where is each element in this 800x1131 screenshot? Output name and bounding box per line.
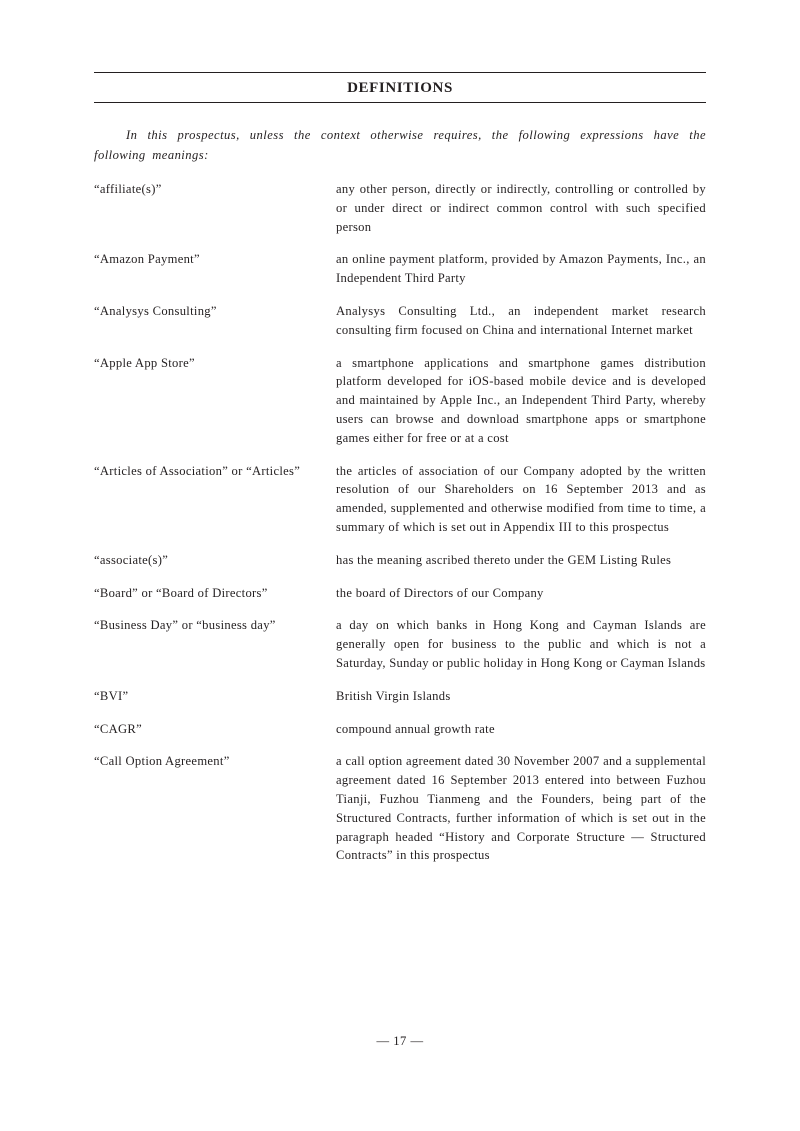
header-top-rule bbox=[94, 72, 706, 73]
definition-term: “Call Option Agreement” bbox=[94, 754, 230, 769]
definition-row-affiliates bbox=[94, 180, 706, 236]
definition-row-apple-app-store bbox=[94, 354, 706, 448]
definition-meaning: the articles of association of our Company adopted by the written resolution of our Shareholders on 16 September 2013 and as amended, supplemented and otherwise modified from time to time, a summary of which is set out in Appendix III to this prospectus bbox=[336, 463, 706, 534]
definition-term: “Articles of Association” or “Articles” bbox=[94, 463, 301, 478]
definition-meaning: a day on which banks in Hong Kong and Cayman Islands are generally open for business to the public and which is not a Saturday, Sunday or public holiday in Hong Kong or Cayman Islands bbox=[336, 618, 706, 670]
definition-row-articles-of-association bbox=[94, 462, 706, 537]
definition-term: “Business Day” or “business day” bbox=[94, 618, 276, 633]
definition-meaning: an online payment platform, provided by Amazon Payments, Inc., an Independent Third Party bbox=[336, 252, 706, 286]
definition-meaning: any other person, directly or indirectly, controlling or controlled by or under direct or indirect common control with such specified person bbox=[336, 182, 706, 234]
definitions-list bbox=[94, 180, 706, 879]
definition-term: “affiliate(s)” bbox=[94, 182, 162, 196]
definition-row-associates bbox=[94, 551, 706, 570]
definition-row-call-option-agreement bbox=[94, 752, 706, 865]
definition-term: “Apple App Store” bbox=[94, 355, 195, 370]
definition-meaning: has the meaning ascribed thereto under the GEM Listing Rules bbox=[336, 552, 672, 567]
page-number: — 17 — bbox=[376, 1034, 424, 1048]
definition-term: “CAGR” bbox=[94, 721, 142, 736]
intro-paragraph: In this prospectus, unless the context otherwise requires, the following expressions have the following meanings: bbox=[94, 128, 706, 162]
definition-meaning: British Virgin Islands bbox=[336, 688, 451, 703]
definition-term: “Analysys Consulting” bbox=[94, 303, 217, 318]
page-title: DEFINITIONS bbox=[347, 80, 453, 96]
definition-meaning: compound annual growth rate bbox=[336, 721, 495, 736]
definition-row-amazon-payment bbox=[94, 250, 706, 288]
definition-meaning: a smartphone applications and smartphone games distribution platform developed for iOS-based mobile device and is developed and maintained by Apple Inc., an Independent Third Party, whereby users can browse and download smartphone apps or smartphone games either for free or at a cost bbox=[336, 355, 706, 445]
definition-row-business-day bbox=[94, 616, 706, 672]
definition-row-bvi bbox=[94, 687, 706, 706]
definition-term: “associate(s)” bbox=[94, 552, 169, 567]
definition-row-board bbox=[94, 584, 706, 603]
definition-meaning: a call option agreement dated 30 November 2007 and a supplemental agreement dated 16 September 2013 entered into between Fuzhou Tianji, Fuzhou Tianmeng and the Founders, being part of the Structured Contracts, further information of which is set out in the paragraph headed “History and Corporate Structure — Structured Contracts” in this prospectus bbox=[336, 754, 706, 863]
header-bottom-rule bbox=[94, 102, 706, 103]
definition-row-analysys-consulting bbox=[94, 302, 706, 340]
definition-meaning: the board of Directors of our Company bbox=[336, 585, 544, 600]
definition-meaning: Analysys Consulting Ltd., an independent market research consulting firm focused on China and international Internet market bbox=[336, 303, 706, 337]
definition-term: “Board” or “Board of Directors” bbox=[94, 585, 268, 600]
definition-term: “BVI” bbox=[94, 688, 129, 703]
definition-term: “Amazon Payment” bbox=[94, 252, 200, 267]
definition-row-cagr bbox=[94, 720, 706, 739]
